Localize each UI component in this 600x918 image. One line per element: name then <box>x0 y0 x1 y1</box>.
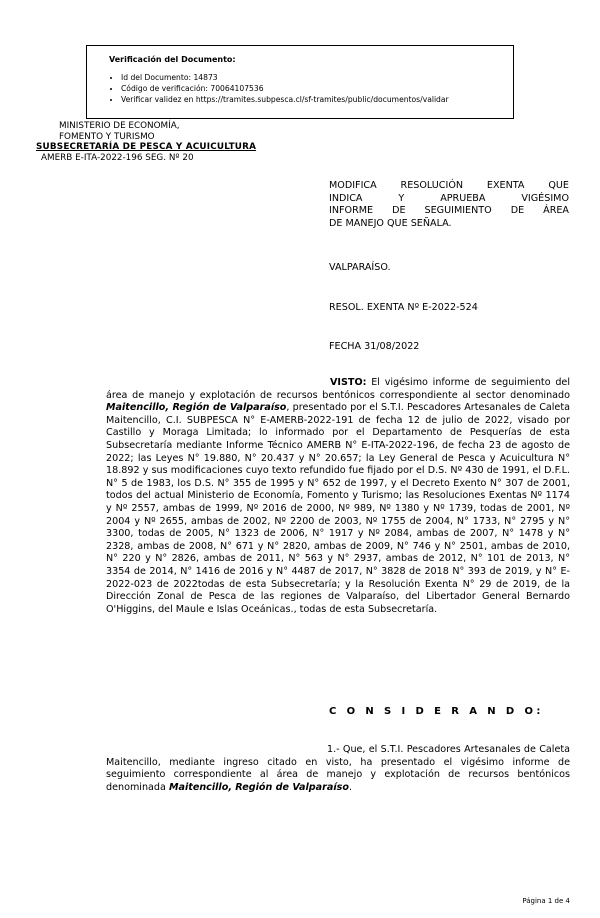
visto-label: VISTO: <box>330 377 367 388</box>
ministry-name-line2: FOMENTO Y TURISMO <box>59 131 155 142</box>
considerando-text: 1.- Que, el S.T.I. Pescadores Artesanales de Caleta Maitencillo, mediante ingreso citado en visto, ha presentado el vigésimo informe de seguimiento correspondiente al área de manejo y explotación de recursos bentónicos denominada <box>106 744 570 793</box>
considerando-text-end: . <box>348 781 352 793</box>
subject-line: INFORME DE SEGUIMIENTO DE ÁREA <box>329 205 569 216</box>
verification-code: • Código de verificación: 70064107536 <box>121 83 501 94</box>
ministry-name-line1: MINISTERIO DE ECONOMÍA, <box>59 121 180 131</box>
visto-text-continued: , presentado por el S.T.I. Pescadores Artesanales de Caleta Maitencillo, C.I. SUBPESCA N° E-AMERB-2022-191 de fecha 12 de julio de 2022, visado por Castillo y Moraga Limitada; lo informado por el Departamento de Pesquerías de esta Subsecretaría mediante Informe Técnico AMERB N° E-ITA-2022-196, de fecha 23 de agosto de 2022; las Leyes N° 19.880, N° 20.437 y N° 20.657; la Ley General de Pesca y Acuicultura N° 18.892 y sus modificaciones cuyo texto refundido fue fijado por el D.S. Nº 430 de 1991, el D.F.L. N° 5 de 1983, los D.S. N° 355 de 1995 y N° 652 de 1997, y el Decreto Exento N° 307 de 2001, todos del actual Ministerio de Economía, Fomento y Turismo; las Resoluciones Exentas Nº 1174 y Nº 2557, ambas de 1999, Nº 2016 de 2000, Nº 989, Nº 1380 y Nº 1739, todas de 2001, Nº 2004 y Nº 2655, ambas de 2002, Nº 2200 de 2003, Nº 1755 de 2004, N° 1733, N° 2795 y N° 3300, todas de 2005, N° 1323 de 2006, N° 1917 y Nº 2084, ambas de 2007, N° 1478 y N° 2328, ambas de 2008, N° 671 y N° 2820, ambas de 2009, N° 746 y N° 2501, ambas de 2010, N° 220 y N° 2826, ambas de 2011, N° 563 y N° 2937, ambas de 2012, N° 101 de 2013, N° 3354 de 2014, N° 1416 de 2016 y N° 4487 de 2017, N° 3828 de 2018 N° 393 de 2019, y N° E-2022-023 de 2022todas de esta Subsecretaría; y la Resolución Exenta N° 29 de 2019, de la Dirección Zonal de Pesca de las regiones de Valparaíso, del Libertador General Bernardo O'Higgins, del Maule e Islas Oceánicas., todas de esta Subsecretaría. <box>106 402 570 615</box>
reference-number: AMERB E-ITA-2022-196 SEG. Nº 20 <box>41 152 194 163</box>
resolution-subject <box>329 180 569 230</box>
verification-list <box>99 72 501 105</box>
city: VALPARAÍSO. <box>329 262 391 273</box>
subject-line: DE MANEJO QUE SEÑALA. <box>329 217 452 229</box>
verification-title: Verificación del Documento: <box>109 55 236 64</box>
ministry-header <box>36 121 256 163</box>
considerando-sector-name: Maitencillo, Región de Valparaíso <box>168 781 349 793</box>
subject-line: MODIFICA RESOLUCIÓN EXENTA QUE <box>329 180 569 191</box>
page-number: Página 1 de 4 <box>522 897 570 905</box>
visto-sector-name: Maitencillo, Región de Valparaíso <box>106 402 287 414</box>
considerando-paragraph-1 <box>106 744 570 794</box>
visto-text: El vigésimo informe de seguimiento del área de manejo y explotación de recursos bentónicos correspondiente al sector denominado <box>106 377 570 401</box>
verification-box <box>86 45 514 119</box>
resolution-number: RESOL. EXENTA Nº E-2022-524 <box>329 302 478 313</box>
considerando-heading: C O N S I D E R A N D O: <box>329 706 544 717</box>
verification-url[interactable]: • Verificar validez en https://tramites.subpesca.cl/sf-tramites/public/documentos/validar <box>121 94 501 105</box>
document-id: • Id del Documento: 14873 <box>121 72 501 83</box>
subsecretaria-name: SUBSECRETARÍA DE PESCA Y ACUICULTURA <box>36 142 257 153</box>
resolution-date: FECHA 31/08/2022 <box>329 341 420 352</box>
visto-paragraph <box>106 377 570 616</box>
subject-line: INDICA Y APRUEBA VIGÉSIMO <box>329 192 569 204</box>
